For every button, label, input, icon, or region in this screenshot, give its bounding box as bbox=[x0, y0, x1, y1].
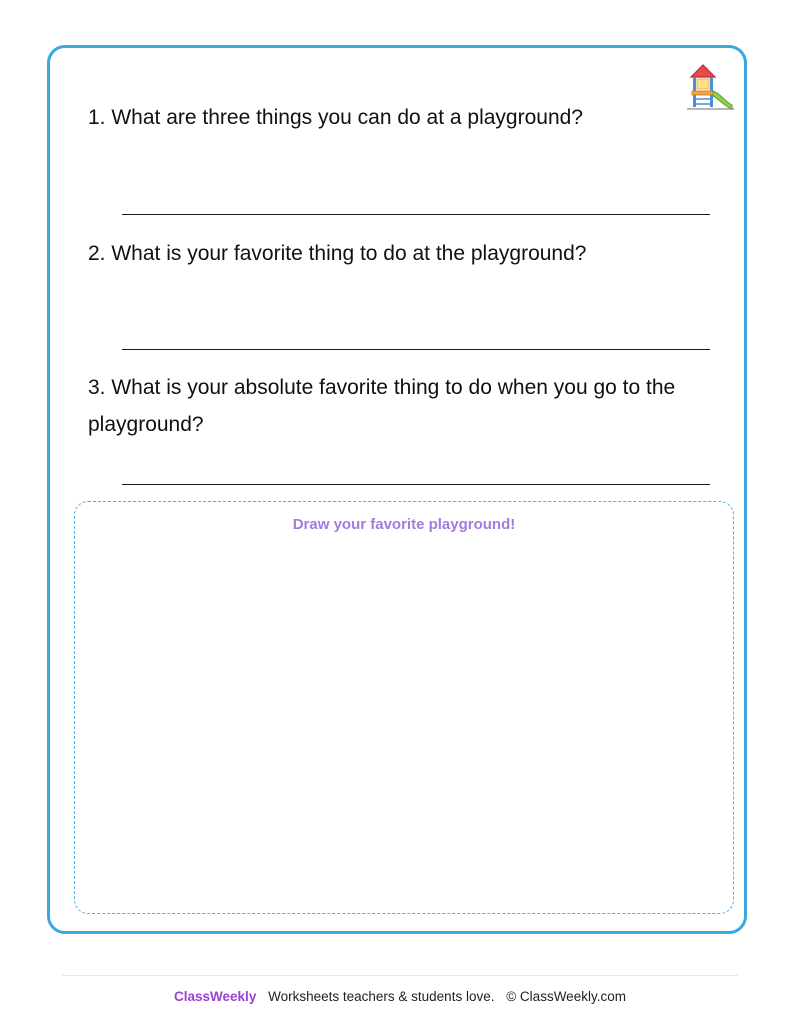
answer-line-3[interactable] bbox=[122, 484, 710, 485]
worksheet-card bbox=[47, 45, 747, 934]
footer bbox=[0, 989, 800, 1004]
footer-tagline: Worksheets teachers & students love. bbox=[268, 989, 495, 1004]
drawing-area[interactable] bbox=[74, 501, 734, 914]
question-1: 1. What are three things you can do at a playground? bbox=[88, 106, 583, 129]
question-2: 2. What is your favorite thing to do at the playground? bbox=[88, 242, 587, 265]
answer-line-2[interactable] bbox=[122, 349, 710, 350]
question-3: 3. What is your absolute favorite thing to do when you go to the playground? bbox=[88, 376, 676, 436]
answer-line-1[interactable] bbox=[122, 214, 710, 215]
footer-copyright: © ClassWeekly.com bbox=[506, 989, 626, 1004]
footer-divider bbox=[62, 975, 738, 976]
playground-slide-icon bbox=[684, 61, 736, 113]
drawing-area-title: Draw your favorite playground! bbox=[292, 516, 516, 533]
footer-brand[interactable]: ClassWeekly bbox=[174, 989, 257, 1004]
